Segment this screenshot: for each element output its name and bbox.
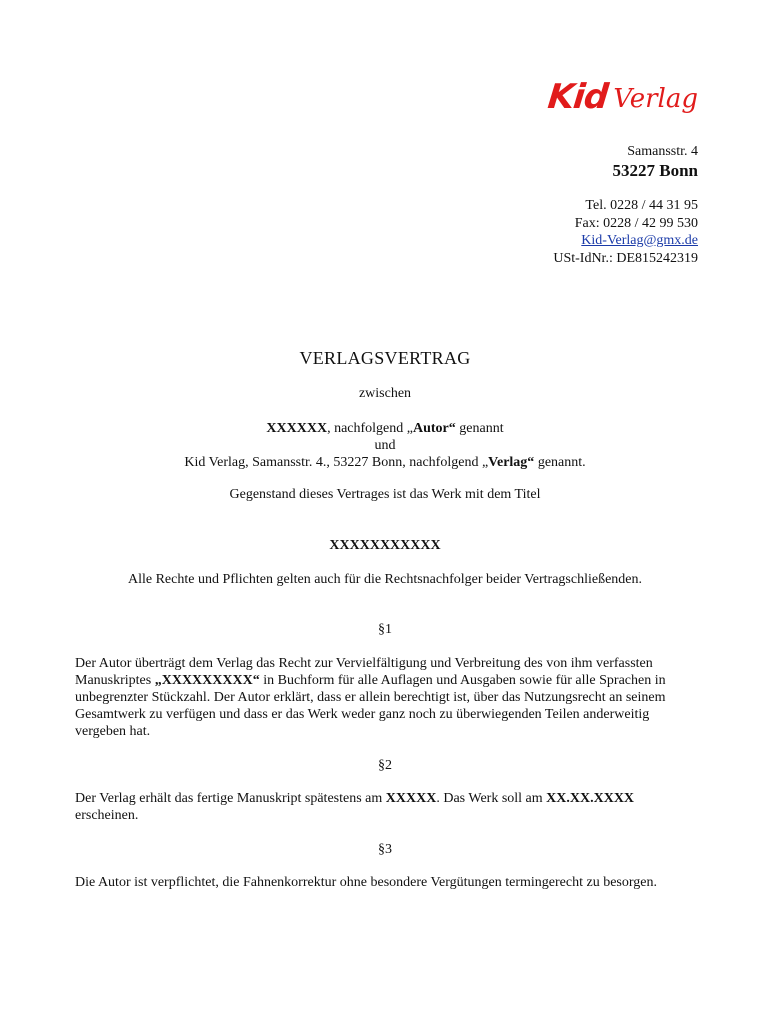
section-1-text [75, 655, 700, 740]
author-role: Autor“ [412, 421, 456, 436]
author-mid: , nachfolgend „ [327, 421, 413, 436]
and-text: und [374, 438, 396, 453]
contact-email-link[interactable]: Kid-Verlag@gmx.de [581, 233, 698, 248]
contract-parties [0, 420, 770, 471]
party-publisher [0, 454, 770, 471]
publisher-contact [553, 197, 698, 267]
publisher-role: Verlag“ [488, 455, 535, 470]
contract-title: VERLAGSVERTRAG [299, 348, 471, 368]
section-2-bold-b: XX.XX.XXXX [546, 791, 635, 806]
author-name: XXXXXX [266, 421, 328, 436]
section-1-text-a: Der Autor überträgt dem Verlag das Recht zur Vervielfältigung und Verbreitung des von ihm verfassten Manuskriptes [75, 656, 653, 688]
party-author [0, 420, 770, 437]
address-city: 53227 Bonn [612, 161, 698, 180]
kid-verlag-logo [545, 74, 698, 117]
logo-verlag-text: Verlag [613, 84, 698, 114]
section-2-text-a: Der Verlag erhält das fertige Manuskript spätestens am [75, 791, 386, 806]
contact-fax: Fax: 0228 / 42 99 530 [574, 215, 698, 231]
section-2-text [75, 790, 700, 824]
author-end: genannt [455, 421, 504, 436]
logo-kid-text: Kid [545, 77, 610, 117]
address-street: Samansstr. 4 [627, 144, 698, 159]
publisher-address [613, 143, 699, 182]
section-1-heading: §1 [378, 622, 392, 637]
section-1-bold: „XXXXXXXXX“ [154, 673, 260, 688]
section-2-bold-a: XXXXX [385, 791, 437, 806]
subject-text: Gegenstand dieses Vertrages ist das Werk mit dem Titel [229, 487, 541, 502]
section-1-text-b: in Buchform für alle Auflagen und Ausgaben sowie für alle Sprachen in unbegrenzter Stückzahl. Der Autor erklärt, dass er allein berechtigt ist, über das Nutzungsrecht an seinem Gesamtwerk zu verfügen und dass er das Werk weder ganz noch zu überwiegenden Teilen anderweitig vergeben hat. [75, 673, 666, 739]
between-text: zwischen [358, 386, 412, 401]
contact-tel: Tel. 0228 / 44 31 95 [585, 198, 698, 213]
publisher-end: genannt. [534, 455, 586, 470]
section-3-heading: §3 [378, 842, 392, 857]
section-2-text-b: . Das Werk soll am [436, 791, 547, 806]
section-2-heading: §2 [378, 758, 392, 773]
publisher-start: Kid Verlag, Samansstr. 4., 53227 Bonn, nachfolgend „ [184, 455, 489, 470]
contact-ust: USt-IdNr.: DE815242319 [553, 250, 698, 266]
section-3-text: Die Autor ist verpflichtet, die Fahnenkorrektur ohne besondere Vergütungen termingerecht zu besorgen. [75, 875, 657, 890]
rights-text: Alle Rechte und Pflichten gelten auch für die Rechtsnachfolger beider Vertragschließenden. [127, 572, 643, 587]
section-2-text-c: erscheinen. [75, 808, 139, 823]
work-title: XXXXXXXXXXX [329, 538, 441, 553]
